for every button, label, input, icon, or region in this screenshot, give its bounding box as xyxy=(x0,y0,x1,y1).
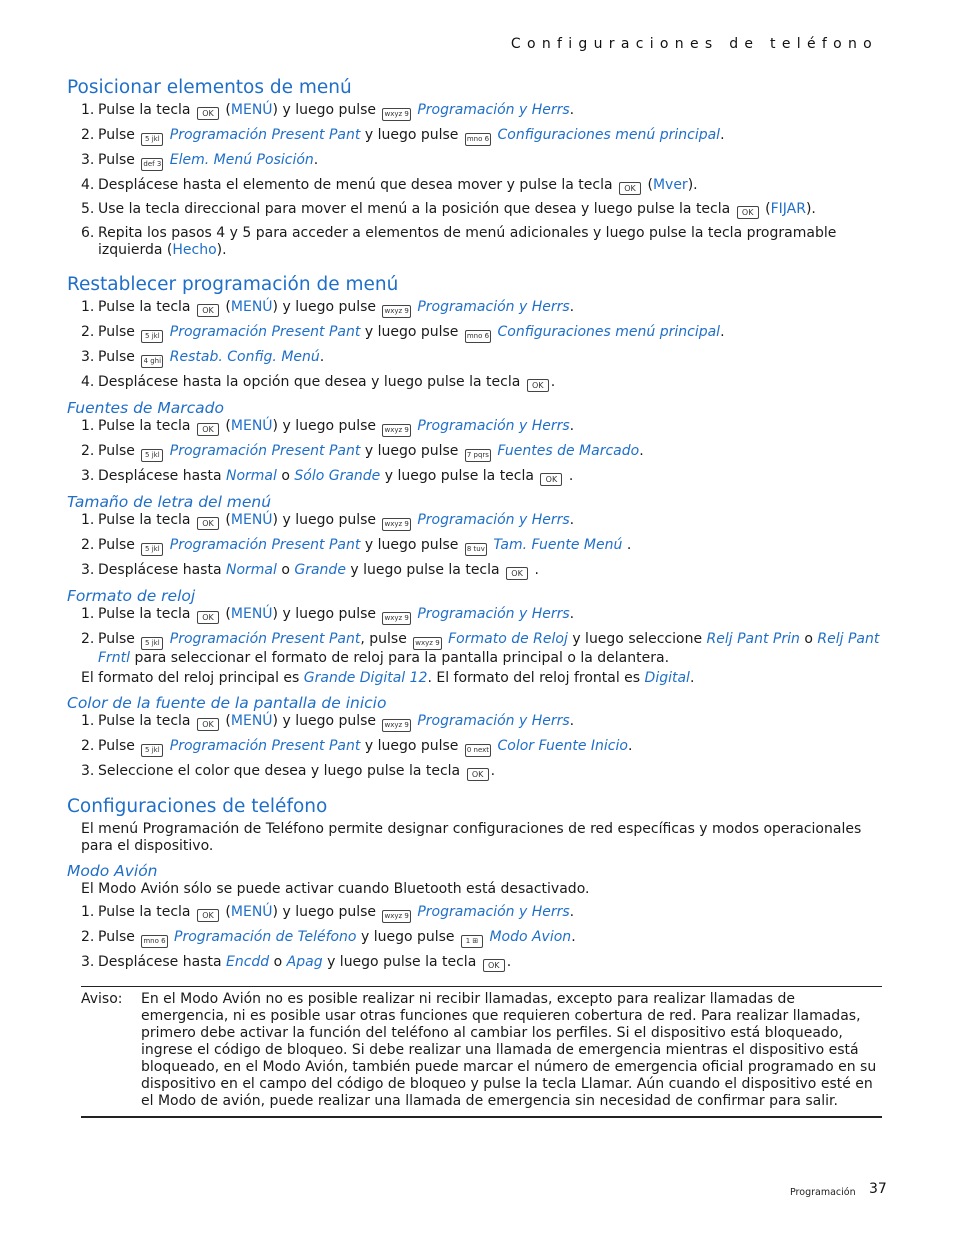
list-item: 3. Desplácese hasta Normal o Grande y luego pulse la tecla OK . xyxy=(81,562,539,578)
ok-key-icon: OK xyxy=(197,304,219,317)
key-5-icon: 5 jkl xyxy=(141,133,163,146)
steps-formato-reloj xyxy=(67,606,882,667)
list-item: 2. Pulse 5 jkl Programación Present Pant y luego pulse 8 tuv Tam. Fuente Menú . xyxy=(67,537,882,556)
key-9-icon: wxyz 9 xyxy=(382,612,410,625)
ok-key-icon: OK xyxy=(483,959,505,972)
steps-restablecer xyxy=(67,299,882,392)
steps-color-fuente xyxy=(67,713,882,781)
key-0-icon: 0 next xyxy=(465,744,491,757)
modo-avion-intro: El Modo Avión sólo se puede activar cuando Bluetooth está desactivado. xyxy=(81,881,590,897)
list-item: 3. Desplácese hasta Encdd o Apag y luego pulse la tecla OK . xyxy=(81,954,512,970)
list-item: 2. Pulse 5 jkl Programación Present Pant y luego pulse 0 next Color Fuente Inicio. xyxy=(67,738,882,757)
list-item: 6. Repita los pasos 4 y 5 para acceder a elementos de menú adicionales y luego pulse la tecla programable izquierda (Hecho). xyxy=(81,225,837,258)
key-6-icon: mno 6 xyxy=(465,133,491,146)
section-title-restablecer: Restablecer programación de menú xyxy=(67,274,399,295)
list-item: 1. Pulse la tecla OK (MENÚ) y luego pulse wxyz 9 Programación y Herrs. xyxy=(67,418,882,437)
footer-section-name: Programación xyxy=(790,1187,856,1198)
ok-key-icon: OK xyxy=(197,107,219,120)
key-5-icon: 5 jkl xyxy=(141,744,163,757)
list-item: 1. Pulse la tecla OK (MENÚ) y luego pulse wxyz 9 Programación y Herrs. xyxy=(67,606,882,625)
steps-tamano xyxy=(67,512,882,580)
list-item: 1. Pulse la tecla OK (MENÚ) y luego pulse wxyz 9 Programación y Herrs. xyxy=(67,299,882,318)
ok-key-icon: OK xyxy=(619,182,641,195)
ok-key-icon: OK xyxy=(197,611,219,624)
key-9-icon: wxyz 9 xyxy=(382,910,410,923)
list-item: 5. Use la tecla direccional para mover el menú a la posición que desea y luego pulse la tecla OK (FIJAR). xyxy=(81,201,816,217)
subsection-title-fuentes: Fuentes de Marcado xyxy=(67,399,224,417)
notice-label: Aviso: xyxy=(81,991,123,1007)
key-6-icon: mno 6 xyxy=(465,330,491,343)
ok-key-icon: OK xyxy=(197,718,219,731)
ok-key-icon: OK xyxy=(197,909,219,922)
steps-modo-avion xyxy=(67,904,882,972)
key-5-icon: 5 jkl xyxy=(141,543,163,556)
key-8-icon: 8 tuv xyxy=(465,543,487,556)
list-item: 4. Desplácese hasta la opción que desea y luego pulse la tecla OK . xyxy=(81,374,556,390)
subsection-title-modo-avion: Modo Avión xyxy=(67,862,158,880)
key-5-icon: 5 jkl xyxy=(141,637,163,650)
section-title-posicionar: Posicionar elementos de menú xyxy=(67,77,352,98)
subsection-title-color-fuente: Color de la fuente de la pantalla de inicio xyxy=(67,694,387,712)
key-9-icon: wxyz 9 xyxy=(382,719,410,732)
section-title-configuraciones: Configuraciones de teléfono xyxy=(67,796,328,817)
list-item: 2. Pulse 5 jkl Programación Present Pant y luego pulse mno 6 Configuraciones menú principal. xyxy=(67,127,882,146)
list-item: 3. Pulse 4 ghi Restab. Config. Menú. xyxy=(67,349,882,368)
key-5-icon: 5 jkl xyxy=(141,330,163,343)
key-7-icon: 7 pqrs xyxy=(465,449,491,462)
key-1-icon: 1 ⊞ xyxy=(461,935,483,948)
key-3-icon: def 3 xyxy=(141,158,163,171)
notice-text: En el Modo Avión no es posible realizar ni recibir llamadas, excepto para realizar llamadas de emergencia, ni es posible usar otras funciones que requieren cobertura de red. Para realizar llamadas, primero debe activar la función del teléfono al cambiar los perfiles. Si el dispositivo está bloqueado, ingrese el código de bloqueo. Si debe realizar una llamada de emergencia mientras el dispositivo está bloqueado, en el Modo Avión, también puede marcar el número de emergencia oficial programado en su dispositivo en el campo del código de bloqueo y pulse la tecla Llamar. Aún cuando el dispositivo esté en el Modo de avión, puede realizar una llamada de emergencia sin necesidad de confirmar para salir. xyxy=(141,991,877,1109)
key-4-icon: 4 ghi xyxy=(141,355,163,368)
list-item: 1. Pulse la tecla OK (MENÚ) y luego pulse wxyz 9 Programación y Herrs. xyxy=(67,904,882,923)
key-5-icon: 5 jkl xyxy=(141,449,163,462)
ok-key-icon: OK xyxy=(506,567,528,580)
subsection-title-tamano: Tamaño de letra del menú xyxy=(67,493,272,511)
ok-key-icon: OK xyxy=(737,206,759,219)
key-9-icon: wxyz 9 xyxy=(382,424,410,437)
clock-format-note: El formato del reloj principal es Grande Digital 12. El formato del reloj frontal es Digital. xyxy=(81,670,695,686)
configuraciones-intro: El menú Programación de Teléfono permite designar configuraciones de red específicas y modos operacionales para el dispositivo. xyxy=(81,821,862,854)
list-item: 2. Pulse mno 6 Programación de Teléfono y luego pulse 1 ⊞ Modo Avion. xyxy=(67,929,882,948)
list-item: 3. Seleccione el color que desea y luego pulse la tecla OK . xyxy=(81,763,496,779)
list-item: 3. Desplácese hasta Normal o Sólo Grande y luego pulse la tecla OK . xyxy=(81,468,574,484)
list-item: 2. Pulse 5 jkl Programación Present Pant, pulse wxyz 9 Formato de Reloj y luego seleccione Relj Pant Prin o Relj Pant Frntl para seleccionar el formato de reloj para la pantalla principal o la delantera. xyxy=(81,631,880,666)
key-6-icon: mno 6 xyxy=(141,935,167,948)
steps-posicionar xyxy=(67,102,882,259)
page-content xyxy=(67,76,882,1118)
steps-fuentes xyxy=(67,418,882,486)
notice-box xyxy=(81,986,882,1118)
ok-key-icon: OK xyxy=(540,473,562,486)
ok-key-icon: OK xyxy=(197,517,219,530)
ok-key-icon: OK xyxy=(527,379,549,392)
running-header: Configuraciones de teléfono xyxy=(510,36,878,52)
list-item: 4. Desplácese hasta el elemento de menú que desea mover y pulse la tecla OK (Mver). xyxy=(81,177,698,193)
ok-key-icon: OK xyxy=(467,768,489,781)
list-item: 1. Pulse la tecla OK (MENÚ) y luego pulse wxyz 9 Programación y Herrs. xyxy=(67,102,882,121)
list-item: 2. Pulse 5 jkl Programación Present Pant y luego pulse 7 pqrs Fuentes de Marcado. xyxy=(67,443,882,462)
subsection-title-formato-reloj: Formato de reloj xyxy=(67,587,196,605)
key-9-icon: wxyz 9 xyxy=(382,518,410,531)
key-9-icon: wxyz 9 xyxy=(382,108,410,121)
list-item: 2. Pulse 5 jkl Programación Present Pant y luego pulse mno 6 Configuraciones menú principal. xyxy=(67,324,882,343)
list-item: 3. Pulse def 3 Elem. Menú Posición. xyxy=(67,152,882,171)
list-item: 1. Pulse la tecla OK (MENÚ) y luego pulse wxyz 9 Programación y Herrs. xyxy=(67,713,882,732)
page-number: 37 xyxy=(869,1181,887,1197)
list-item: 1. Pulse la tecla OK (MENÚ) y luego pulse wxyz 9 Programación y Herrs. xyxy=(67,512,882,531)
key-9-icon: wxyz 9 xyxy=(382,305,410,318)
ok-key-icon: OK xyxy=(197,423,219,436)
key-9-icon: wxyz 9 xyxy=(413,637,441,650)
